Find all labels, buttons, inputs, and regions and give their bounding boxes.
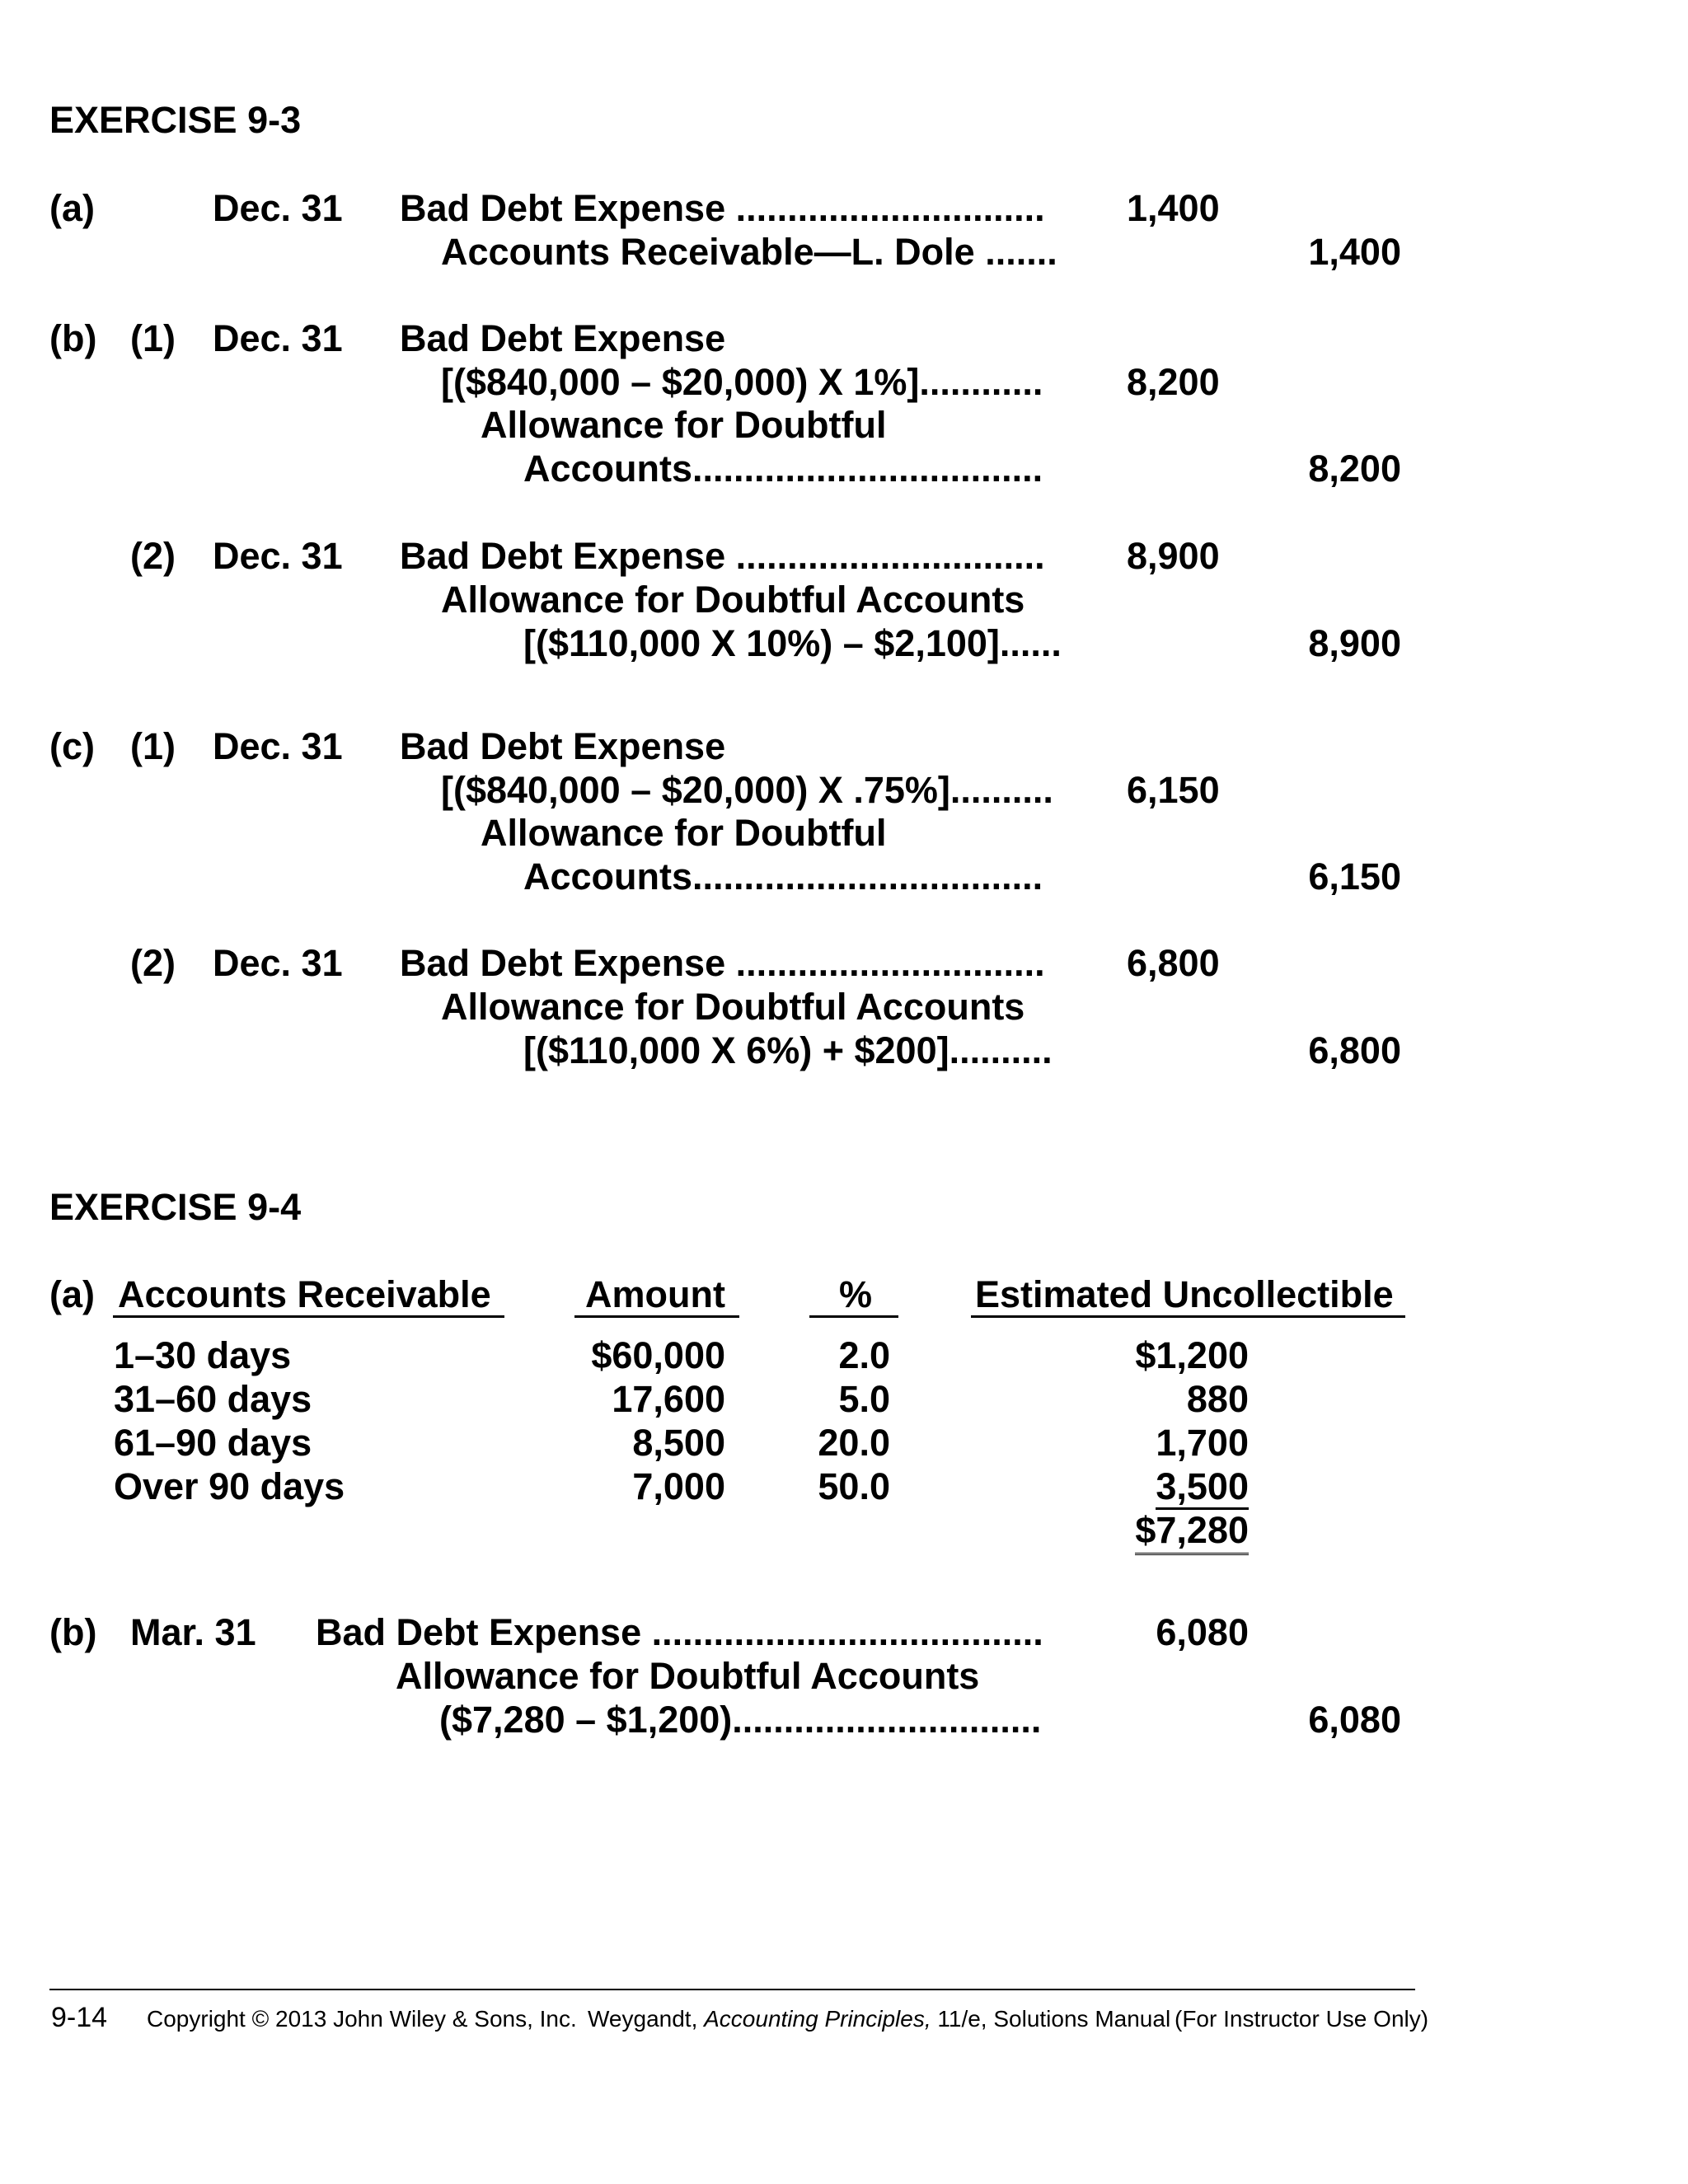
age-bucket: Over 90 days: [114, 1465, 345, 1507]
copyright-text: Copyright © 2013 John Wiley & Sons, Inc.: [147, 2006, 577, 2032]
header-underline: [113, 1315, 504, 1318]
amount-cell: 17,600: [612, 1378, 725, 1420]
age-bucket: 1–30 days: [114, 1334, 292, 1376]
entry-account-line: Accounts..................................: [523, 855, 1043, 898]
entry-calc-line: [($110,000 X 10%) – $2,100]......: [523, 622, 1062, 664]
exercise-9-4-title: EXERCISE 9-4: [49, 1186, 302, 1228]
entry-account-line: Bad Debt Expense ..............................: [400, 942, 1045, 984]
credit-amount: 1,400: [1308, 231, 1401, 273]
header-underline: [971, 1315, 1405, 1318]
header-accounts-receivable: Accounts Receivable: [118, 1273, 491, 1315]
entry-account-line: Accounts Receivable—L. Dole .......: [441, 231, 1057, 273]
footer-rule: [49, 1989, 1415, 1990]
percent-cell: 20.0: [818, 1422, 890, 1464]
part-c-label: (c): [49, 725, 95, 767]
credit-amount: 8,900: [1308, 622, 1401, 664]
estimate-cell: 880: [1186, 1378, 1249, 1420]
entry-account-line: Bad Debt Expense ......................................: [316, 1611, 1043, 1653]
book-credit: [588, 2008, 1170, 2031]
percent-cell: 5.0: [838, 1378, 890, 1420]
estimate-last-underlined: 3,500: [1156, 1465, 1249, 1510]
book-title: Accounting Principles,: [704, 2006, 931, 2032]
credit-amount: 6,150: [1308, 855, 1401, 898]
part-b-label: (b): [49, 1611, 97, 1653]
entry-account-line: Bad Debt Expense: [400, 725, 726, 767]
estimate-cell: $1,200: [1135, 1334, 1249, 1376]
entry-number: (1): [130, 317, 176, 359]
credit-amount: 6,800: [1308, 1029, 1401, 1071]
entry-account-line: Allowance for Doubtful: [481, 812, 887, 854]
debit-amount: 6,080: [1156, 1611, 1249, 1653]
estimate-cell: [1043, 1465, 1249, 1507]
entry-number: (2): [130, 535, 176, 577]
age-bucket: 61–90 days: [114, 1422, 312, 1464]
header-amount: Amount: [585, 1273, 725, 1315]
entry-number: (2): [130, 942, 176, 984]
age-bucket: 31–60 days: [114, 1378, 312, 1420]
entry-calc-line: [($840,000 – $20,000) X .75%]..........: [441, 769, 1053, 811]
estimate-cell: 1,700: [1156, 1422, 1249, 1464]
entry-date: Mar. 31: [130, 1611, 256, 1653]
debit-amount: 6,150: [1127, 769, 1220, 811]
entry-calc-line: [($840,000 – $20,000) X 1%]............: [441, 361, 1043, 403]
book-edition: 11/e, Solutions Manual: [931, 2006, 1171, 2032]
debit-amount: 6,800: [1127, 942, 1220, 984]
entry-date: Dec. 31: [213, 317, 343, 359]
entry-date: Dec. 31: [213, 535, 343, 577]
estimate-total-value: $7,280: [1135, 1509, 1249, 1555]
debit-amount: 8,200: [1127, 361, 1220, 403]
entry-date: Dec. 31: [213, 725, 343, 767]
page-number: 9-14: [51, 2002, 108, 2033]
entry-calc-line: ($7,280 – $1,200)..............................: [439, 1699, 1042, 1741]
entry-calc-line: [($110,000 X 6%) + $200]..........: [523, 1029, 1053, 1071]
header-estimated-uncollectible: Estimated Uncollectible: [975, 1273, 1394, 1315]
amount-cell: 7,000: [632, 1465, 725, 1507]
part-b-label: (b): [49, 317, 97, 359]
part-a-label: (a): [49, 1273, 95, 1315]
credit-amount: 8,200: [1308, 448, 1401, 490]
entry-date: Dec. 31: [213, 942, 343, 984]
debit-amount: 1,400: [1127, 187, 1220, 229]
entry-date: Dec. 31: [213, 187, 343, 229]
header-underline: [574, 1315, 739, 1318]
header-percent: %: [839, 1273, 873, 1315]
amount-cell: 8,500: [632, 1422, 725, 1464]
entry-account-line: Bad Debt Expense ..............................: [400, 187, 1045, 229]
instructor-note: (For Instructor Use Only): [1175, 2006, 1429, 2032]
entry-account-line: Allowance for Doubtful Accounts: [396, 1655, 980, 1697]
entry-account-line: Bad Debt Expense: [400, 317, 726, 359]
header-underline: [809, 1315, 898, 1318]
estimate-total: [1043, 1511, 1249, 1549]
part-a-label: (a): [49, 187, 95, 229]
percent-cell: 50.0: [818, 1465, 890, 1507]
entry-account-line: Accounts..................................: [523, 448, 1043, 490]
entry-account-line: Allowance for Doubtful Accounts: [441, 579, 1025, 621]
amount-cell: $60,000: [591, 1334, 725, 1376]
debit-amount: 8,900: [1127, 535, 1220, 577]
entry-account-line: Bad Debt Expense ..............................: [400, 535, 1045, 577]
exercise-9-3-title: EXERCISE 9-3: [49, 99, 302, 141]
entry-account-line: Allowance for Doubtful: [481, 404, 887, 446]
entry-number: (1): [130, 725, 176, 767]
percent-cell: 2.0: [838, 1334, 890, 1376]
credit-amount: 6,080: [1308, 1699, 1401, 1741]
entry-account-line: Allowance for Doubtful Accounts: [441, 986, 1025, 1028]
book-author: Weygandt,: [588, 2006, 705, 2032]
